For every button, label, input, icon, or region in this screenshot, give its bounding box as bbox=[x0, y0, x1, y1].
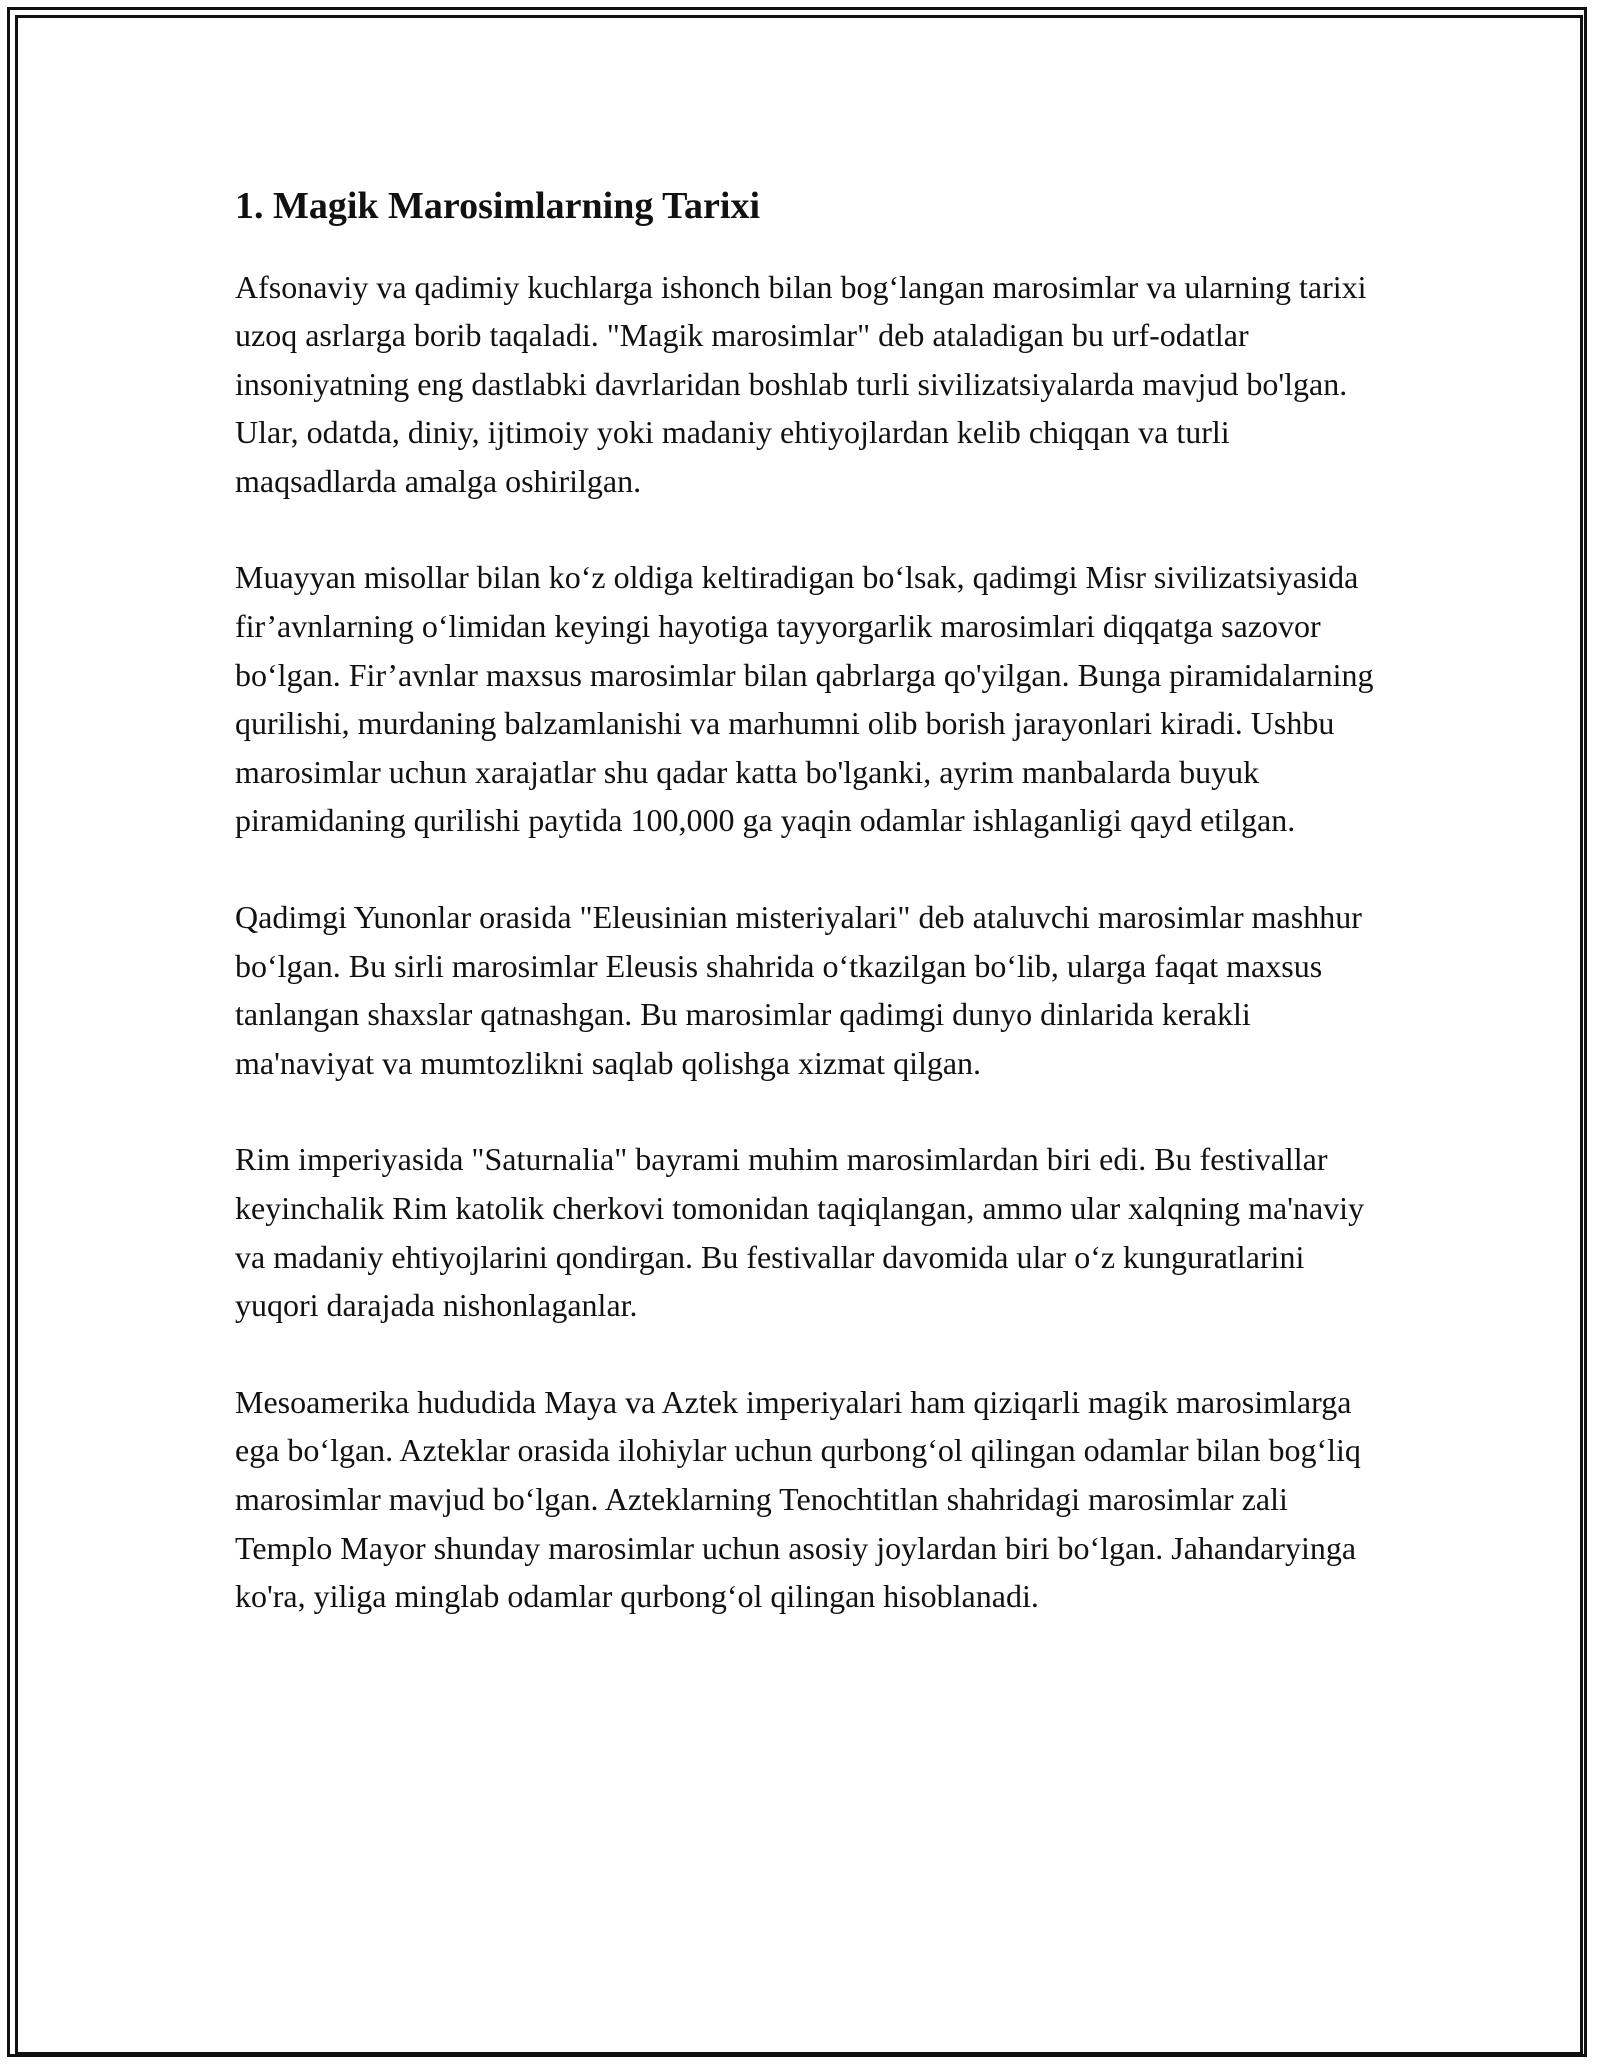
section-heading: 1. Magik Marosimlarning Tarixi bbox=[235, 185, 761, 227]
paragraph-rome: Rim imperiyasida "Saturnalia" bayrami muhim marosimlardan biri edi. Bu festivallar keyinchalik Rim katolik cherkovi tomonidan taqiqlangan, ammo ular xalqning ma'naviy va madaniy ehtiyojlarini qondirgan. Bu festivallar davomida ular o‘z kunguratlarini yuqori darajada nishonlaganlar. bbox=[235, 1141, 1365, 1324]
paragraph-mesoamerica: Mesoamerika hududida Maya va Aztek imperiyalari ham qiziqarli magik marosimlarga ega bo‘lgan. Azteklar orasida ilohiylar uchun qurbong‘ol qilingan odamlar bilan bog‘liq marosimlar mavjud bo‘lgan. Azteklarning Tenochtitlan shahridagi marosimlar zali Templo Mayor shunday marosimlar uchun asosiy joylardan biri bo‘lgan. Jahandaryinga ko'ra, yiliga minglab odamlar qurbong‘ol qilingan hisoblanadi. bbox=[235, 1383, 1361, 1615]
paragraph-intro: Afsonaviy va qadimiy kuchlarga ishonch bilan bog‘langan marosimlar va ularning tarixi uzoq asrlarga borib taqaladi. "Magik marosimlar" deb ataladigan bu urf-odatlar insoniyatning eng dastlabki davrlaridan boshlab turli sivilizatsiyalarda mavjud bo'lgan. Ular, odatda, diniy, ijtimoiy yoki madaniy ehtiyojlardan kelib chiqqan va turli maqsadlarda amalga oshirilgan. bbox=[235, 268, 1367, 499]
paragraph-egypt: Muayyan misollar bilan ko‘z oldiga keltiradigan bo‘lsak, qadimgi Misr sivilizatsiyasida fir’avnlarning o‘limidan keyingi hayotiga tayyorgarlik marosimlari diqqatga sazovor bo‘lgan. Fir’avnlar maxsus marosimlar bilan qabrlarga qo'yilgan. Bunga piramidalarning qurilishi, murdaning balzamlanishi va marhumni olib borish jarayonlari kiradi. Ushbu marosimlar uchun xarajatlar shu qadar katta bo'lganki, ayrim manbalarda buyuk piramidaning qurilishi paytida 100,000 ga yaqin odamlar ishlaganligi qayd etilgan. bbox=[235, 559, 1374, 839]
document-content bbox=[235, 183, 1375, 1621]
paragraph-greece: Qadimgi Yunonlar orasida "Eleusinian misteriyalari" deb ataluvchi marosimlar mashhur bo‘lgan. Bu sirli marosimlar Eleusis shahrida o‘tkazilgan bo‘lib, ularga faqat maxsus tanlangan shaxslar qatnashgan. Bu marosimlar qadimgi dunyo dinlarida kerakli ma'naviyat va mumtozlikni saqlab qolishga xizmat qilgan. bbox=[235, 899, 1362, 1081]
